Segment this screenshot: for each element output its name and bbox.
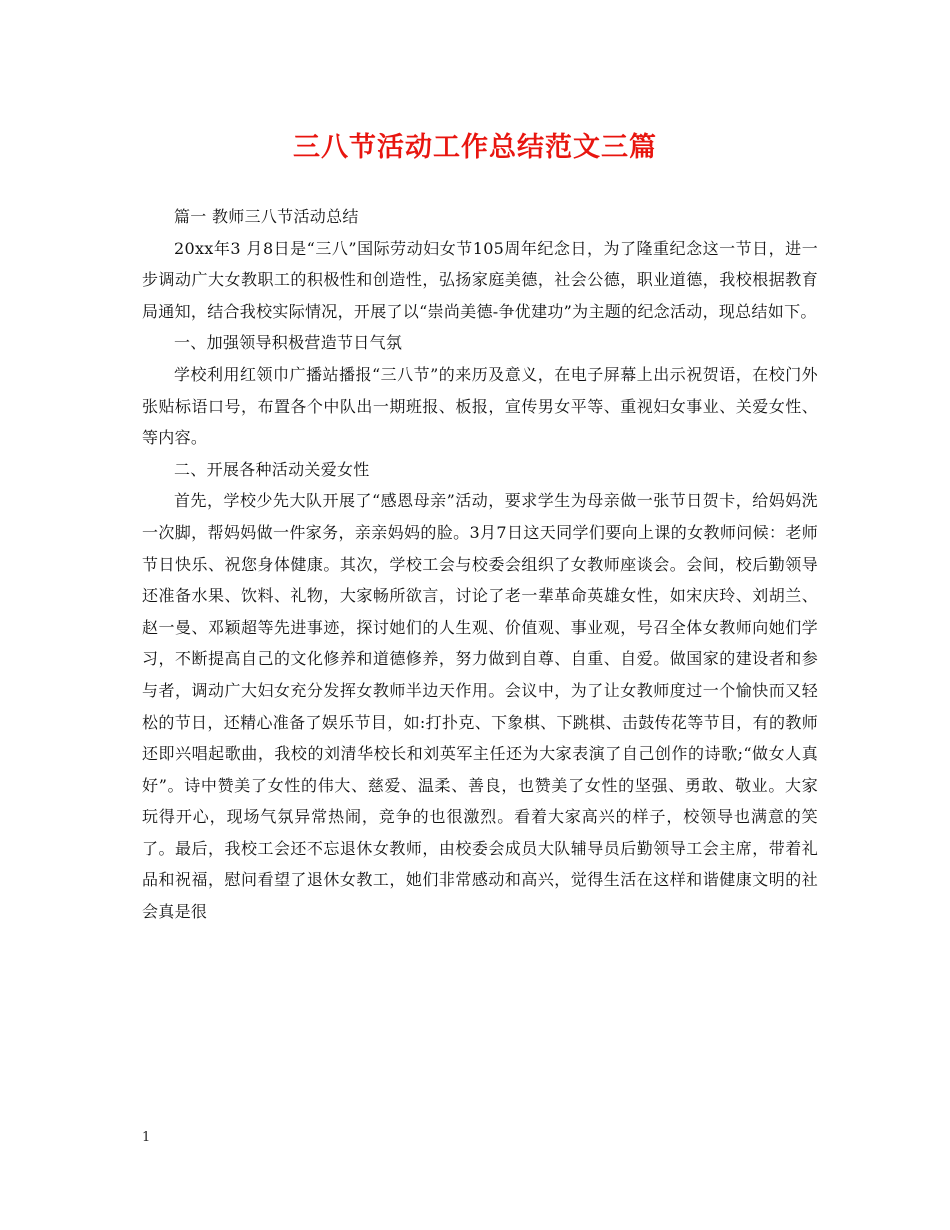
section-heading-1: 一、加强领导积极营造节日气氛 xyxy=(174,333,403,353)
section-heading-part-one: 篇一 教师三八节活动总结 xyxy=(174,207,359,226)
page-number: 1 xyxy=(142,1130,151,1145)
paragraph-intro: 20xx年3 月8日是“三八”国际劳动妇女节105周年纪念日，为了隆重纪念这一节日，进一步调动广大女教职工的积极性和创造性，弘扬家庭美德，社会公德，职业道德，我校根据教育局通知，结合我校实际情况，开展了以“崇尚美德-争优建功”为主题的纪念活动，现总结如下。 xyxy=(142,238,818,321)
document-body xyxy=(142,201,818,928)
paragraph-activities: 首先，学校少先大队开展了“感恩母亲”活动，要求学生为母亲做一张节日贺卡，给妈妈洗一次脚，帮妈妈做一件家务，亲亲妈妈的脸。3月7日这天同学们要向上课的女教师问候：老师节日快乐、祝您身体健康。其次，学校工会与校委会组织了女教师座谈会。会间，校后勤领导还准备水果、饮料、礼物，大家畅所欲言，讨论了老一辈革命英雄女性，如宋庆玲、刘胡兰、赵一曼、邓颖超等先进事迹，探讨她们的人生观、价值观、事业观，号召全体女教师向她们学习，不断提高自己的文化修养和道德修养，努力做到自尊、自重、自爱。做国家的建设者和参与者，调动广大妇女充分发挥女教师半边天作用。会议中，为了让女教师度过一个愉快而又轻松的节日，还精心准备了娱乐节目，如:打扑克、下象棋、下跳棋、击鼓传花等节目，有的教师还即兴唱起歌曲，我校的刘清华校长和刘英军主任还为大家表演了自己创作的诗歌;“做女人真好”。诗中赞美了女性的伟大、慈爱、温柔、善良，也赞美了女性的坚强、勇敢、敬业。大家玩得开心，现场气氛异常热闹，竞争的也很激烈。看着大家高兴的样子，校领导也满意的笑了。最后，我校工会还不忘退休女教师，由校委会成员大队辅导员后勤领导工会主席，带着礼品和祝福，慰问看望了退休女教工，她们非常感动和高兴，觉得生活在这样和谐健康文明的社会真是很 xyxy=(142,491,818,922)
paragraph-atmosphere: 学校利用红领巾广播站播报“三八节”的来历及意义，在电子屏幕上出示祝贺语，在校门外张贴标语口号，布置各个中队出一期班报、板报，宣传男女平等、重视妇女事业、关爱女性、等内容。 xyxy=(142,364,818,448)
section-heading-2: 二、开展各种活动关爱女性 xyxy=(174,459,370,479)
document-title: 三八节活动工作总结范文三篇 xyxy=(293,132,657,163)
